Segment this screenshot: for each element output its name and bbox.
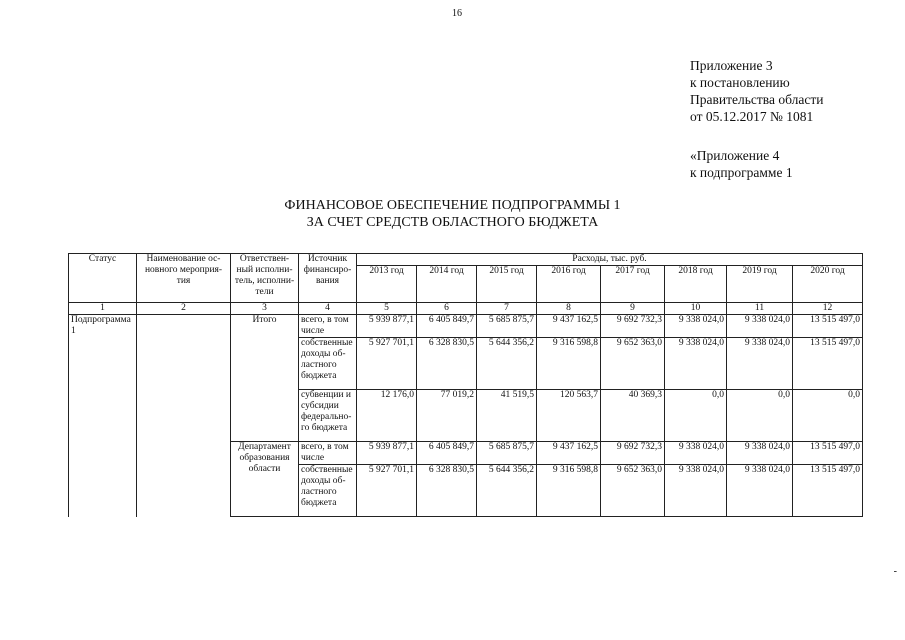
value-cell: 0,0 — [665, 390, 727, 442]
column-number: 4 — [299, 303, 357, 315]
responsible-cell: Департамент образования области — [231, 442, 299, 517]
source-cell: собственные доходы об-ластного бюджета — [299, 465, 357, 517]
value-cell: 9 338 024,0 — [727, 465, 793, 517]
value-cell: 9 338 024,0 — [727, 442, 793, 465]
table-row — [69, 315, 863, 338]
value-cell: 5 939 877,1 — [357, 442, 417, 465]
value-cell: 5 644 356,2 — [477, 465, 537, 517]
value-cell: 9 652 363,0 — [601, 465, 665, 517]
value-cell: 77 019,2 — [417, 390, 477, 442]
header-source: Источник финансиро-вания — [299, 254, 357, 303]
value-cell: 6 328 830,5 — [417, 338, 477, 390]
column-number: 11 — [727, 303, 793, 315]
value-cell: 0,0 — [727, 390, 793, 442]
column-number: 9 — [601, 303, 665, 315]
year-header: 2014 год — [417, 266, 477, 303]
header-row — [69, 254, 863, 266]
column-number: 8 — [537, 303, 601, 315]
appendix-subprogram-reference — [690, 147, 793, 181]
year-header: 2016 год — [537, 266, 601, 303]
value-cell: 5 927 701,1 — [357, 338, 417, 390]
value-cell: 9 437 162,5 — [537, 315, 601, 338]
source-cell: всего, в том числе — [299, 442, 357, 465]
header-status: Статус — [69, 254, 137, 303]
title-line: ЗА СЧЕТ СРЕДСТВ ОБЛАСТНОГО БЮДЖЕТА — [306, 215, 599, 230]
status-cell: Подпрограмма 1 — [69, 315, 137, 517]
appendix-line: от 05.12.2017 № 1081 — [690, 109, 814, 124]
value-cell: 9 338 024,0 — [665, 465, 727, 517]
year-header: 2020 год — [793, 266, 863, 303]
value-cell: 0,0 — [793, 390, 863, 442]
value-cell: 9 338 024,0 — [727, 315, 793, 338]
appendix2-line: к подпрограмме 1 — [690, 165, 793, 180]
year-header: 2015 год — [477, 266, 537, 303]
value-cell: 9 437 162,5 — [537, 442, 601, 465]
year-header: 2013 год — [357, 266, 417, 303]
value-cell: 9 652 363,0 — [601, 338, 665, 390]
title-line: ФИНАНСОВОЕ ОБЕСПЕЧЕНИЕ ПОДПРОГРАММЫ 1 — [284, 198, 621, 213]
value-cell: 12 176,0 — [357, 390, 417, 442]
column-number: 10 — [665, 303, 727, 315]
financing-table — [68, 253, 863, 517]
value-cell: 13 515 497,0 — [793, 442, 863, 465]
column-number: 3 — [231, 303, 299, 315]
header-responsible: Ответствен-ный исполни-тель, исполни-тели — [231, 254, 299, 303]
value-cell: 9 338 024,0 — [665, 315, 727, 338]
column-number-row — [69, 303, 863, 315]
value-cell: 41 519,5 — [477, 390, 537, 442]
header-expenses: Расходы, тыс. руб. — [357, 254, 863, 266]
document-title — [0, 197, 905, 231]
value-cell: 6 328 830,5 — [417, 465, 477, 517]
column-number: 7 — [477, 303, 537, 315]
value-cell: 9 338 024,0 — [665, 442, 727, 465]
value-cell: 5 939 877,1 — [357, 315, 417, 338]
source-cell: всего, в том числе — [299, 315, 357, 338]
value-cell: 5 927 701,1 — [357, 465, 417, 517]
activity-name-cell — [137, 315, 231, 517]
value-cell: 6 405 849,7 — [417, 442, 477, 465]
value-cell: 40 369,3 — [601, 390, 665, 442]
value-cell: 5 685 875,7 — [477, 315, 537, 338]
value-cell: 5 644 356,2 — [477, 338, 537, 390]
appendix-line: Приложение 3 — [690, 58, 773, 73]
value-cell: 9 338 024,0 — [727, 338, 793, 390]
column-number: 5 — [357, 303, 417, 315]
year-header: 2017 год — [601, 266, 665, 303]
column-number: 12 — [793, 303, 863, 315]
year-header: 2019 год — [727, 266, 793, 303]
appendix2-line: «Приложение 4 — [690, 148, 780, 163]
header-name: Наименование ос-новного мероприя-тия — [137, 254, 231, 303]
value-cell: 9 338 024,0 — [665, 338, 727, 390]
value-cell: 13 515 497,0 — [793, 315, 863, 338]
value-cell: 6 405 849,7 — [417, 315, 477, 338]
edge-mark: - — [893, 566, 897, 577]
value-cell: 9 692 732,3 — [601, 315, 665, 338]
value-cell: 120 563,7 — [537, 390, 601, 442]
value-cell: 13 515 497,0 — [793, 338, 863, 390]
source-cell: собственные доходы об-ластного бюджета — [299, 338, 357, 390]
value-cell: 9 692 732,3 — [601, 442, 665, 465]
page-number: 16 — [452, 8, 462, 19]
column-number: 6 — [417, 303, 477, 315]
column-number: 2 — [137, 303, 231, 315]
value-cell: 5 685 875,7 — [477, 442, 537, 465]
appendix-line: Правительства области — [690, 92, 824, 107]
value-cell: 13 515 497,0 — [793, 465, 863, 517]
source-cell: субвенции и субсидии федерально-го бюджета — [299, 390, 357, 442]
column-number: 1 — [69, 303, 137, 315]
responsible-cell: Итого — [231, 315, 299, 442]
appendix-line: к постановлению — [690, 75, 790, 90]
value-cell: 9 316 598,8 — [537, 465, 601, 517]
value-cell: 9 316 598,8 — [537, 338, 601, 390]
appendix-reference — [690, 57, 823, 125]
year-header: 2018 год — [665, 266, 727, 303]
